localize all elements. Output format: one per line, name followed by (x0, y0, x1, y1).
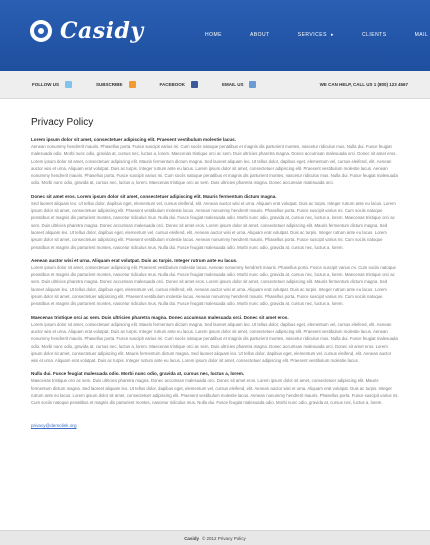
nav-item-home[interactable] (205, 32, 222, 38)
facebook-link[interactable] (160, 81, 199, 88)
site-footer (0, 530, 430, 545)
section-body: Lorem ipsum dolor sit amet, consectetuer adipiscing elit. Mauris fermentum dictum magna. Sed laoreet aliquam leo. Ut tellus dolor, dapibus eget, elementum vel, cursus eleifend, elit. Aenean auctor wisi et urna. Aliquam erat volutpat. Duis ac turpis. Integer rutrum ante eu lacus. Lorem ipsum dolor sit amet, consectetuer adipiscing elit. Praesent vestibulum molestie lacus. Aenean nonummy hendrerit mauris. Phasellus porta. Fusce suscipit varius mi. Cum sociis natoque penatibus et magnis dis parturient montes, nascetur ridiculus mus. Nulla dui. Fusce feugiat malesuada odio. Morbi nunc odio, gravida at, cursus nec, luctus a, lorem. Maecenas tristique orci ac sem. Duis ultricies pharetra magna. Donec accumsan malesuada orci. Donec sit amet eros. Lorem ipsum dolor sit amet, consectetuer adipiscing elit. Mauris fermentum dictum magna. Sed laoreet aliquam leo. Ut tellus dolor, dapibus eget, elementum vel, cursus eleifend, elit. Aenean auctor wisi et urna. Aliquam erat volutpat. Duis ac turpis. Integer rutrum ante eu lacus. Lorem ipsum dolor sit amet, consectetuer adipiscing elit. Praesent vestibulum molestie lacus. (31, 321, 398, 364)
subscribe-label: SUBSCRIBE (96, 82, 123, 87)
phone-number: WE CAN HELP, CALL US 1 (800) 123 4567 (319, 82, 408, 87)
policy-section (31, 314, 399, 365)
footer-copyright: © 2012 Privacy Policy (201, 535, 246, 541)
section-body: Aenean nonummy hendrerit mauris. Phasellus porta. Fusce suscipit varius mi. Cum sociis natoque penatibus et magnis dis parturient montes, nascetur ridiculus mus. Nulla dui. Fusce feugiat malesuada odio. Morbi nunc odio, gravida at, cursus nec, luctus a, lorem. Maecenas tristique orci ac sem. Duis ultricies pharetra magna. Donec accumsan malesuada orci. Donec sit amet eros. Lorem ipsum dolor sit amet, consectetuer adipiscing elit. Mauris fermentum dictum magna. Sed laoreet aliquam leo. Ut tellus dolor, dapibus eget, elementum vel, cursus eleifend, elit. Aenean auctor wisi et urna. Aliquam erat volutpat. Duis ac turpis. Integer rutrum ante eu lacus. Lorem ipsum dolor sit amet, consectetuer adipiscing elit. Praesent vestibulum molestie lacus. Aenean nonummy hendrerit mauris. Phasellus porta. Fusce suscipit varius mi. Cum sociis natoque penatibus et magnis dis parturient montes, nascetur ridiculus mus. Nulla dui. Fusce feugiat malesuada odio. Morbi nunc odio, gravida at, cursus nec, luctus a, lorem. Maecenas tristique orci ac sem. Duis ultricies pharetra magna. Donec accumsan malesuada orci. (31, 144, 398, 186)
section-body: Lorem ipsum dolor sit amet, consectetuer adipiscing elit. Praesent vestibulum molestie lacus. Aenean nonummy hendrerit mauris. Phasellus porta. Fusce suscipit varius mi. Cum sociis natoque penatibus et magnis dis parturient montes, nascetur ridiculus mus. Nulla dui. Fusce feugiat malesuada odio. Morbi nunc odio, gravida at, cursus nec, luctus a, lorem. Maecenas tristique orci ac sem. Duis ultricies pharetra magna. Donec accumsan malesuada orci. Donec sit amet eros. Lorem ipsum dolor sit amet, consectetuer adipiscing elit. Mauris fermentum dictum magna. Sed laoreet aliquam leo. Ut tellus dolor, dapibus eget, elementum vel, cursus eleifend, elit. Aenean auctor wisi et urna. Aliquam erat volutpat. Duis ac turpis. Integer rutrum ante eu lacus. Lorem ipsum dolor sit amet, consectetuer adipiscing elit. Praesent vestibulum molestie lacus. Aenean nonummy hendrerit mauris. Phasellus porta. Fusce suscipit varius mi. Cum sociis natoque penatibus et magnis dis parturient montes, nascetur ridiculus mus. Nulla dui. Fusce feugiat malesuada odio. Morbi nunc odio, gravida at, cursus nec, luctus a, lorem. (31, 264, 396, 307)
nav-label: SERVICES (297, 32, 327, 38)
follow-us-label: FOLLOW US (32, 82, 59, 87)
logo-target-icon (30, 20, 52, 42)
follow-us-link[interactable] (32, 81, 72, 88)
nav-label: CLIENTS (361, 32, 387, 38)
rss-icon (129, 81, 136, 88)
facebook-icon (191, 81, 198, 88)
social-bar (0, 71, 430, 99)
footer-brand: Casidy (184, 535, 199, 541)
main-nav (205, 32, 430, 38)
section-heading: Maecenas tristique orci ac sem. Duis ultricies pharetra magna. Donec accumsan malesuada orci. Donec sit amet eros. (31, 314, 289, 320)
logo-text: Casidy (60, 18, 144, 44)
email-us-link[interactable] (222, 81, 256, 88)
nav-item-services[interactable] (298, 32, 334, 38)
privacy-email-link[interactable]: privacy@demolink.org (31, 422, 77, 428)
site-header (0, 0, 430, 71)
policy-section (31, 257, 399, 308)
logo[interactable] (30, 18, 144, 44)
nav-item-mail[interactable] (415, 32, 429, 38)
section-heading: Lorem ipsum dolor sit amet, consectetuer adipiscing elit. Praesent vestibulum molestie lacus. (31, 137, 236, 142)
section-heading: Nulla dui. Fusce feugiat malesuada odio. Morbi nunc odio, gravida at, cursus nec, luctus a, lorem. (31, 371, 245, 377)
nav-label: HOME (205, 32, 222, 38)
nav-label: MAIL (414, 32, 429, 38)
twitter-icon (65, 81, 72, 88)
policy-section (31, 136, 399, 187)
mail-icon (249, 81, 256, 88)
email-us-label: EMAIL US (222, 82, 244, 87)
section-body: Maecenas tristique orci ac sem. Duis ultricies pharetra magna. Donec accumsan malesuada orci. Donec sit amet eros. Lorem ipsum dolor sit amet, consectetuer adipiscing elit. Mauris fermentum dictum magna. Sed laoreet aliquam leo. Ut tellus dolor, dapibus eget, elementum vel, cursus eleifend, elit. Aenean auctor wisi et urna. Aliquam erat volutpat. Duis ac turpis. Integer rutrum ante eu lacus. Lorem ipsum dolor sit amet, consectetuer adipiscing elit. Praesent vestibulum molestie lacus. Aenean nonummy hendrerit mauris. Phasellus porta. Fusce suscipit varius mi. Cum sociis natoque penatibus et magnis dis parturient montes, nascetur ridiculus mus. Nulla dui. Fusce feugiat malesuada odio. Morbi nunc odio, gravida at, cursus nec, luctus a, lorem. (31, 378, 399, 406)
page-title: Privacy Policy (31, 117, 94, 128)
subscribe-link[interactable] (96, 81, 136, 88)
nav-item-about[interactable] (250, 32, 270, 38)
policy-section (31, 193, 399, 251)
section-heading: Aenean auctor wisi et urna. Aliquam erat volutpat. Duis ac turpis. Integer rutrum ante eu lacus. (31, 257, 238, 263)
chevron-down-icon: ▸ (330, 32, 334, 38)
policy-section (31, 370, 399, 406)
main-content (0, 99, 430, 432)
nav-item-clients[interactable] (362, 32, 387, 38)
section-heading: Donec sit amet eros. Lorem ipsum dolor sit amet, consectetuer adipiscing elit. Mauris fermentum dictum magna. (31, 193, 277, 199)
nav-label: ABOUT (250, 32, 270, 38)
section-body: Sed laoreet aliquam leo. Ut tellus dolor, dapibus eget, elementum vel, cursus eleifend, elit. Aenean auctor wisi et urna. Aliquam erat volutpat. Duis ac turpis. Integer rutrum ante eu lacus. Lorem ipsum dolor sit amet, consectetuer adipiscing elit. Praesent vestibulum molestie lacus. Aenean nonummy hendrerit mauris. Phasellus porta. Fusce suscipit varius mi. Cum sociis natoque penatibus et magnis dis parturient montes, nascetur ridiculus mus. Nulla dui. Fusce feugiat malesuada odio. Morbi nunc odio, gravida at, cursus nec, luctus a, lorem. Maecenas tristique orci ac sem. Duis ultricies pharetra magna. Donec accumsan malesuada orci. Donec sit amet eros. Lorem ipsum dolor sit amet, consectetuer adipiscing elit. Mauris fermentum dictum magna. Sed laoreet aliquam leo. Ut tellus dolor, dapibus eget, elementum vel, cursus eleifend, elit. Aenean auctor wisi et urna. Aliquam erat volutpat. Duis ac turpis. Integer rutrum ante eu lacus. Lorem ipsum dolor sit amet, consectetuer adipiscing elit. Praesent vestibulum molestie lacus. Aenean nonummy hendrerit mauris. Phasellus porta. Fusce suscipit varius mi. Cum sociis natoque penatibus et magnis dis parturient montes, nascetur ridiculus mus. Nulla dui. Fusce feugiat malesuada odio. Morbi nunc odio, gravida at, cursus nec, luctus a, lorem. (31, 200, 396, 250)
facebook-label: FACEBOOK (159, 82, 186, 87)
